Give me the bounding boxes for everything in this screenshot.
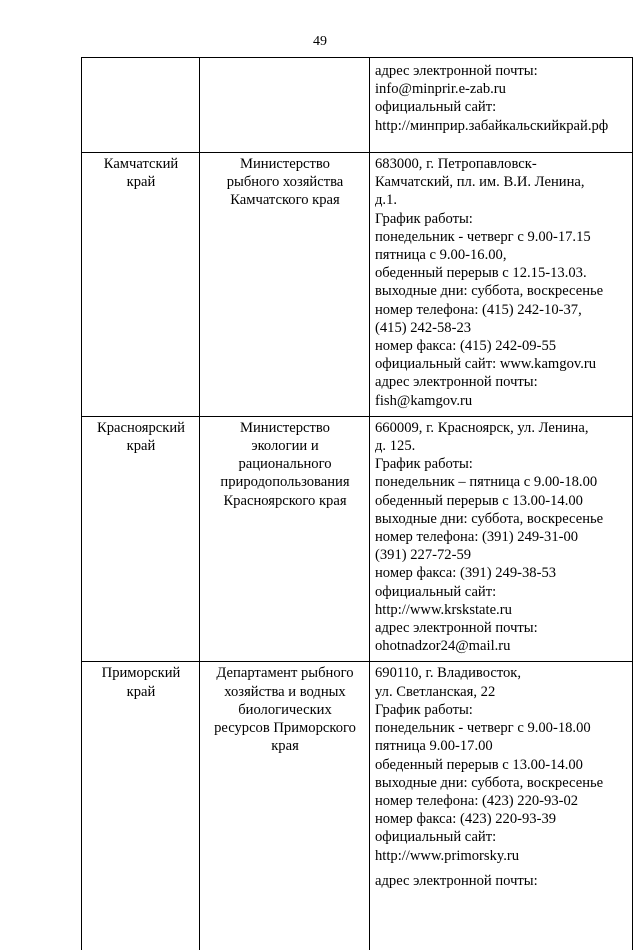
contact-line: ул. Светланская, 22 [375,683,496,700]
region-cell [82,153,200,417]
contact-line: понедельник – пятница с 9.00-18.00 [375,474,598,491]
table-row [82,662,633,950]
table-row [82,416,633,662]
table-row [82,153,633,417]
agency-name: Камчатского края [230,192,340,209]
region-name: Приморский [101,665,181,682]
contact-line: д. 125. [375,438,416,455]
contacts-cell [370,58,633,153]
agency-name: Красноярского края [223,492,347,509]
agency-cell [200,662,370,950]
region-name: Камчатский [103,156,179,172]
contact-line: Камчатский, пл. им. В.И. Ленина, [375,174,585,191]
contact-line: понедельник - четверг с 9.00-18.00 [375,720,591,737]
contact-line: номер факса: (391) 249-38-53 [375,565,557,582]
contact-line: График работы: [375,456,473,473]
contacts-cell [370,153,633,417]
contacts-table [81,57,633,950]
contact-line: 690110, г. Владивосток, [375,665,522,682]
contact-line: пятница 9.00-17.00 [375,738,493,755]
contact-line: обеденный перерыв с 13.00-14.00 [375,492,583,509]
contact-line: официальный сайт: [375,829,497,846]
contact-line: 660009, г. Красноярск, ул. Ленина, [375,419,589,436]
agency-cell [200,153,370,417]
contact-line: выходные дни: суббота, воскресенье [375,774,604,791]
website-line: http://минприр.забайкальскийкрай.рф [375,117,609,134]
contact-line: понедельник - четверг с 9.00-17.15 [375,228,591,245]
contact-line: 683000, г. Петропавловск- [375,156,537,172]
website-line: официальный сайт: www.kamgov.ru [375,356,597,373]
agency-name: биологических [238,701,332,718]
agency-name: рационального [238,456,332,473]
region-name: край [126,438,156,455]
contact-line: (391) 227-72-59 [375,547,472,564]
agency-cell [200,416,370,662]
region-name: край [126,683,156,700]
contact-line: пятница с 9.00-16.00, [375,247,507,264]
contact-line: номер телефона: (423) 220-93-02 [375,792,579,809]
agency-name: экологии и [251,438,319,455]
contact-line: официальный сайт: [375,583,497,600]
website-line: http://www.krskstate.ru [375,601,512,618]
contact-line: График работы: [375,701,473,718]
agency-name: природопользования [220,474,350,491]
agency-name: Министерство [240,156,330,172]
agency-name: края [271,738,299,755]
email-line: info@minprir.e-zab.ru [375,81,506,98]
contacts-cell [370,416,633,662]
agency-cell [200,58,370,153]
region-name: Красноярский [96,419,185,436]
contact-line: выходные дни: суббота, воскресенье [375,283,604,300]
region-name: край [126,174,156,191]
contact-line: номер телефона: (415) 242-10-37, [375,301,582,318]
page-number: 49 [313,34,327,49]
contact-line: номер факса: (415) 242-09-55 [375,338,557,355]
email-line: ohotnadzor24@mail.ru [375,638,511,655]
contacts-cell [370,662,633,950]
contact-line: адрес электронной почты: [375,374,538,391]
contact-line: официальный сайт: [375,99,497,116]
agency-name: ресурсов Приморского [214,720,356,737]
region-cell [82,58,200,153]
agency-name: рыбного хозяйства [226,174,344,191]
contact-line: (415) 242-58-23 [375,319,472,336]
contact-line: адрес электронной почты: [375,63,538,79]
contact-line: обеденный перерыв с 12.15-13.03. [375,265,587,282]
contact-line: д.1. [375,192,398,209]
contact-line: номер телефона: (391) 249-31-00 [375,529,579,546]
contact-line: адрес электронной почты: [375,872,538,889]
contact-line: обеденный перерыв с 13.00-14.00 [375,756,583,773]
region-cell [82,416,200,662]
agency-name: хозяйства и водных [224,683,346,700]
contact-line: выходные дни: суббота, воскресенье [375,510,604,527]
agency-name: Министерство [240,419,330,436]
region-cell [82,662,200,950]
spacer [375,865,628,872]
email-line: fish@kamgov.ru [375,392,473,409]
contact-line: График работы: [375,210,473,227]
table-row [82,58,633,153]
contact-line: адрес электронной почты: [375,620,538,637]
agency-name: Департамент рыбного [216,665,354,682]
website-line: http://www.primorsky.ru [375,847,520,864]
contact-line: номер факса: (423) 220-93-39 [375,811,557,828]
